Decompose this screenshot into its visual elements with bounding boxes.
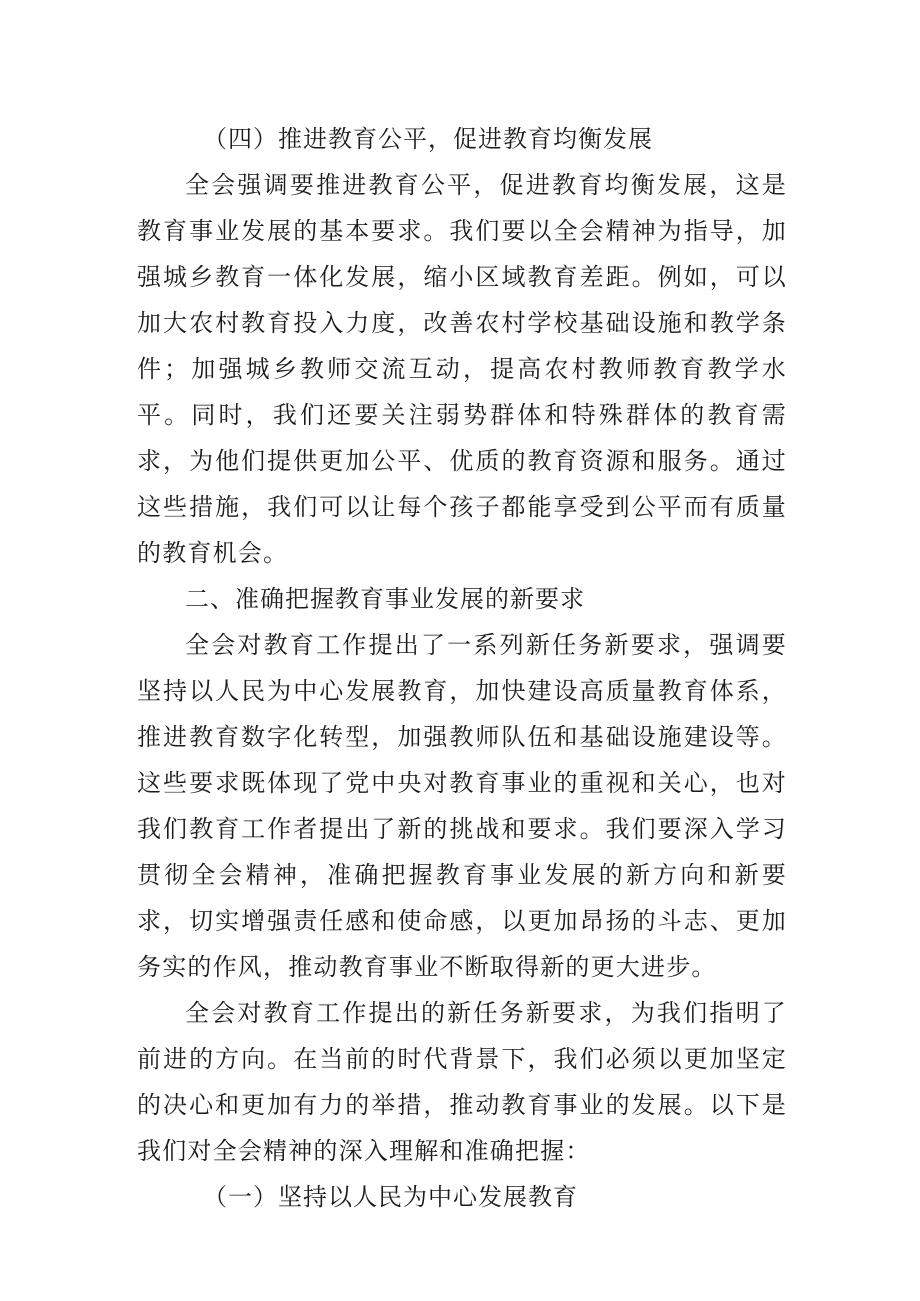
paragraph-direction: 全会对教育工作提出的新任务新要求，为我们指明了前进的方向。在当前的时代背景下，我们必须以更加坚定的决心和更加有力的举措，推动教育事业的发展。以下是我们对全会精神的深入理解和准确把握： xyxy=(137,999,787,1165)
section-heading-2-new-requirements: 二、准确把握教育事业发展的新要求 xyxy=(185,585,585,613)
section-heading-4-education-equity: （四）推进教育公平，促进教育均衡发展 xyxy=(203,125,653,153)
paragraph-new-requirements: 全会对教育工作提出了一系列新任务新要求，强调要坚持以人民为中心发展教育，加快建设高质量教育体系，推进教育数字化转型，加强教师队伍和基础设施建设等。这些要求既体现了党中央对教育事业的重视和关心，也对我们教育工作者提出了新的挑战和要求。我们要深入学习贯彻全会精神，准确把握教育事业发展的新方向和新要求，切实增强责任感和使命感，以更加昂扬的斗志、更加务实的作风，推动教育事业不断取得新的更大进步。 xyxy=(137,631,787,981)
section-heading-1-people-centered: （一）坚持以人民为中心发展教育 xyxy=(203,1183,578,1211)
document-page xyxy=(137,116,787,1220)
paragraph-education-equity: 全会强调要推进教育公平，促进教育均衡发展，这是教育事业发展的基本要求。我们要以全会精神为指导，加强城乡教育一体化发展，缩小区域教育差距。例如，可以加大农村教育投入力度，改善农村学校基础设施和教学条件；加强城乡教师交流互动，提高农村教师教育教学水平。同时，我们还要关注弱势群体和特殊群体的教育需求，为他们提供更加公平、优质的教育资源和服务。通过这些措施，我们可以让每个孩子都能享受到公平而有质量的教育机会。 xyxy=(137,171,787,567)
